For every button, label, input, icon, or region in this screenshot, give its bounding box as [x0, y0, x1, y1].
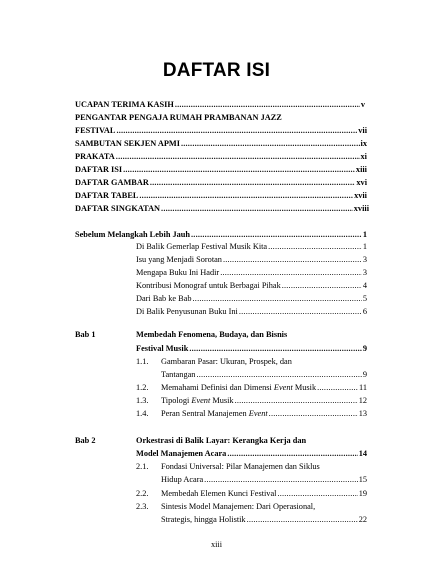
- leader-dots: [317, 382, 358, 393]
- chapter-number: Bab 2: [75, 436, 96, 445]
- leader-dots: [189, 343, 362, 354]
- chapter-number: Bab 1: [75, 330, 96, 339]
- leader-dots: [150, 177, 356, 188]
- toc-subentry[interactable]: Tantangan ..... 9: [161, 369, 367, 380]
- section-number: 1.4.: [136, 409, 149, 418]
- toc-entry[interactable]: DAFTAR ISI ..... xiii: [75, 164, 367, 175]
- leader-dots: [220, 267, 362, 278]
- toc-subentry[interactable]: Memahami Definisi dan Dimensi Event Musik ..... 11: [161, 382, 367, 393]
- leader-dots: [123, 164, 355, 175]
- chapter-title[interactable]: Membedah Fenomena, Budaya, dan Bisnis: [136, 330, 288, 339]
- toc-entry[interactable]: Festival Musik ..... 9: [136, 343, 367, 354]
- section-number: 2.2.: [136, 489, 149, 498]
- toc-subentry[interactable]: Mengapa Buku Ini Hadir ..... 3: [136, 267, 367, 278]
- leader-dots: [227, 448, 357, 459]
- leader-dots: [139, 190, 353, 201]
- toc-entry[interactable]: Model Manajemen Acara ..... 14: [136, 448, 367, 459]
- leader-dots: [116, 151, 360, 162]
- toc-entry[interactable]: PRAKATA ..... xi: [75, 151, 367, 162]
- leader-dots: [282, 280, 362, 291]
- toc-entry[interactable]: DAFTAR SINGKATAN ..... xviii: [75, 203, 369, 214]
- section-number: 1.1.: [136, 357, 149, 366]
- toc-subentry[interactable]: Tipologi Event Musik ..... 12: [161, 395, 367, 406]
- leader-dots: [277, 488, 357, 499]
- leader-dots: [196, 369, 361, 380]
- toc-subentry[interactable]: Di Balik Gemerlap Festival Musik Kita ..... 1: [136, 241, 367, 252]
- toc-subentry[interactable]: Hidup Acara ..... 15: [161, 474, 367, 485]
- leader-dots: [269, 408, 358, 419]
- section-number: 1.3.: [136, 396, 149, 405]
- leader-dots: [247, 514, 358, 525]
- page-title: DAFTAR ISI: [162, 60, 271, 81]
- leader-dots: [235, 395, 358, 406]
- toc-entry[interactable]: SAMBUTAN SEKJEN APMI ..... ix: [75, 138, 367, 149]
- section-number: 1.2.: [136, 383, 149, 392]
- leader-dots: [116, 125, 357, 136]
- section-title[interactable]: Sintesis Model Manajemen: Dari Operasional,: [161, 502, 316, 511]
- leader-dots: [204, 474, 358, 485]
- toc-subentry[interactable]: Dari Bab ke Bab ..... 5: [136, 293, 367, 304]
- toc-subentry[interactable]: Strategis, hingga Holistik ..... 22: [161, 514, 367, 525]
- leader-dots: [239, 306, 362, 317]
- section-number: 2.3.: [136, 502, 149, 511]
- toc-entry[interactable]: FESTIVAL ..... vii: [75, 125, 367, 136]
- toc-entry[interactable]: DAFTAR TABEL ..... xvii: [75, 190, 367, 201]
- toc-subentry[interactable]: Kontribusi Monograf untuk Berbagai Pihak ..... 4: [136, 280, 367, 291]
- toc-entry[interactable]: PENGANTAR PENGAJA RUMAH PRAMBANAN JAZZ: [75, 113, 282, 122]
- chapter-title[interactable]: Orkestrasi di Balik Layar: Kerangka Kerja dan: [136, 436, 307, 445]
- section-title[interactable]: Fondasi Universal: Pilar Manajemen dan Siklus: [161, 462, 320, 471]
- toc-entry[interactable]: UCAPAN TERIMA KASIH ..... v: [75, 99, 365, 110]
- toc-entry[interactable]: Sebelum Melangkah Lebih Jauh ..... 1: [75, 229, 367, 240]
- toc-subentry[interactable]: Isu yang Menjadi Sorotan ..... 3: [136, 254, 367, 265]
- page-number: xiii: [210, 540, 223, 549]
- toc-subentry[interactable]: Di Balik Penyusunan Buku Ini ..... 6: [136, 306, 367, 317]
- toc-subentry[interactable]: Membedah Elemen Kunci Festival ..... 19: [161, 488, 367, 499]
- leader-dots: [191, 229, 362, 240]
- leader-dots: [268, 241, 362, 252]
- leader-dots: [193, 293, 362, 304]
- leader-dots: [181, 138, 360, 149]
- leader-dots: [161, 203, 353, 214]
- section-number: 2.1.: [136, 462, 149, 471]
- section-title[interactable]: Gambaran Pasar: Ukuran, Prospek, dan: [161, 357, 292, 366]
- toc-subentry[interactable]: Peran Sentral Manajemen Event ..... 13: [161, 408, 367, 419]
- leader-dots: [175, 99, 360, 110]
- leader-dots: [223, 254, 362, 265]
- toc-entry[interactable]: DAFTAR GAMBAR ..... xvi: [75, 177, 367, 188]
